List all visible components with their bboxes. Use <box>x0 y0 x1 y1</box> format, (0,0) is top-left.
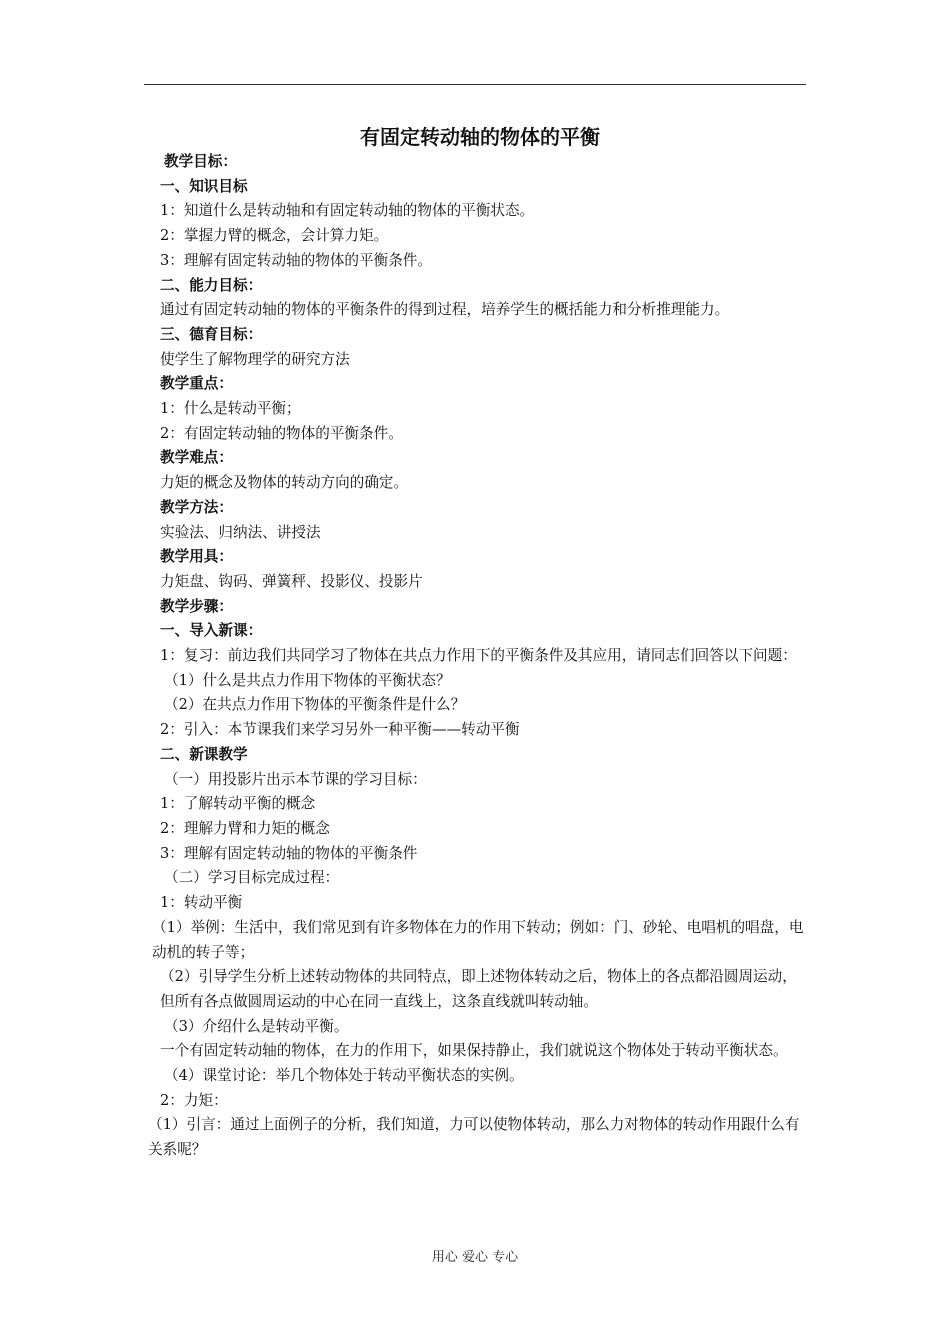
header-rule <box>144 84 806 85</box>
section-heading: 教学重点： <box>160 375 233 393</box>
body-paragraph: 2：有固定转动轴的物体的平衡条件。 <box>160 424 403 442</box>
section-heading: 二、能力目标： <box>160 276 263 294</box>
document-title: 有固定转动轴的物体的平衡 <box>360 125 600 149</box>
body-paragraph: 2：理解力臂和力矩的概念 <box>160 819 330 837</box>
body-paragraph: 1：转动平衡 <box>160 894 243 912</box>
body-paragraph: 1：知道什么是转动轴和有固定转动轴的物体的平衡状态。 <box>160 202 535 220</box>
body-paragraph: 1：了解转动平衡的概念 <box>160 795 316 813</box>
body-paragraph: （1）什么是共点力作用下物体的平衡状态？ <box>164 671 451 689</box>
section-heading: 一、导入新课： <box>160 622 263 640</box>
section-heading: 二、新课教学 <box>160 745 248 763</box>
body-paragraph: 力矩盘、钩码、弹簧秤、投影仪、投影片 <box>160 572 423 590</box>
section-heading: 三、德育目标： <box>160 325 263 343</box>
body-paragraph: 2：引入：本节课我们来学习另外一种平衡——转动平衡 <box>160 721 520 739</box>
body-paragraph: 力矩的概念及物体的转动方向的确定。 <box>160 474 409 492</box>
body-paragraph: （4）课堂讨论：举几个物体处于转动平衡状态的实例。 <box>164 1067 524 1085</box>
page-footer: 用心 爱心 专心 <box>431 1250 519 1265</box>
body-paragraph: （2）在共点力作用下物体的平衡条件是什么？ <box>164 696 466 714</box>
section-heading: 教学步骤： <box>160 597 233 615</box>
body-paragraph: 1：什么是转动平衡； <box>160 400 301 418</box>
body-paragraph: （一）用投影片出示本节课的学习目标： <box>164 770 427 788</box>
body-paragraph: 通过有固定转动轴的物体的平衡条件的得到过程，培养学生的概括能力和分析推理能力。 <box>160 301 730 319</box>
body-paragraph: 3：理解有固定转动轴的物体的平衡条件 <box>160 844 418 862</box>
body-paragraph: （2）引导学生分析上述转动物体的共同特点，即上述物体转动之后，物体上的各点都沿圆周运动，但所有各点做圆周运动的中心在同一直线上，这条直线就叫转动轴。 <box>160 968 797 1010</box>
body-paragraph: （1）举例：生活中，我们常见到有许多物体在力的作用下转动；例如：门、砂轮、电唱机的唱盘，电动机的转子等； <box>152 918 804 961</box>
section-heading: 教学用具： <box>160 548 233 566</box>
body-paragraph: （二）学习目标完成过程： <box>164 869 340 887</box>
section-heading: 一、知识目标 <box>160 177 248 195</box>
body-paragraph: （1）引言：通过上面例子的分析，我们知道，力可以使物体转动，那么力对物体的转动作用跟什么有关系呢？ <box>148 1116 800 1159</box>
body-paragraph: 一个有固定转动轴的物体，在力的作用下，如果保持静止，我们就说这个物体处于转动平衡状态。 <box>160 1042 788 1060</box>
body-paragraph: （3）介绍什么是转动平衡。 <box>164 1017 349 1035</box>
body-paragraph: 2：力矩： <box>160 1091 228 1109</box>
body-paragraph: 使学生了解物理学的研究方法 <box>160 350 350 368</box>
section-heading: 教学难点： <box>160 449 233 467</box>
section-heading: 教学方法： <box>160 498 233 516</box>
body-paragraph: 2：掌握力臂的概念，会计算力矩。 <box>160 227 389 245</box>
body-paragraph: 实验法、归纳法、讲授法 <box>160 523 321 541</box>
document-body <box>144 150 808 1163</box>
body-paragraph: 3：理解有固定转动轴的物体的平衡条件。 <box>160 251 432 269</box>
section-heading: 教学目标： <box>164 153 237 170</box>
body-paragraph: 1：复习：前边我们共同学习了物体在共点力作用下的平衡条件及其应用，请同志们回答以下问题： <box>160 647 797 665</box>
